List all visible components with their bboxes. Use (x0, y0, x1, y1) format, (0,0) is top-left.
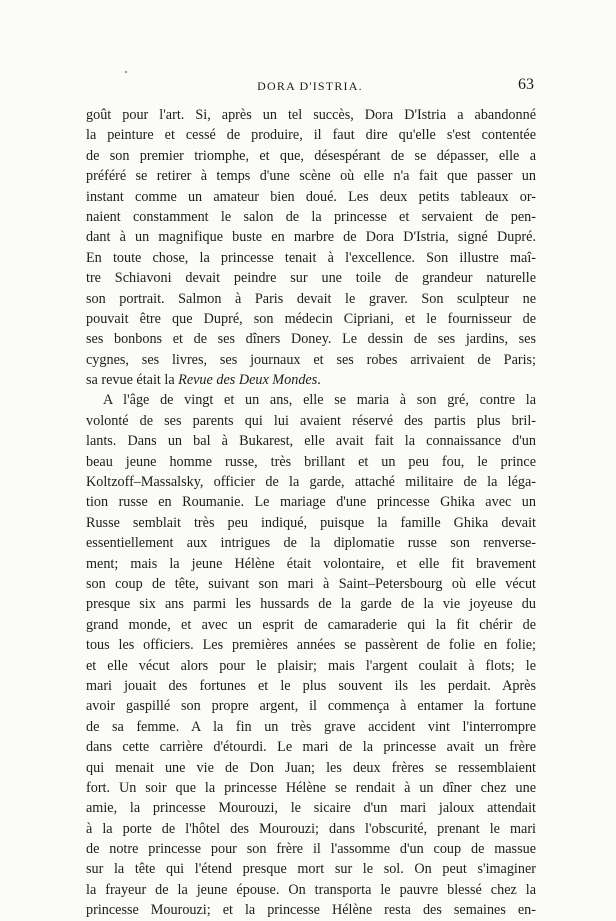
text-line: Koltzoff–Massalsky, officier de la garde, attaché militaire de la léga- (86, 474, 536, 491)
text-line: goût pour l'art. Si, après un tel succès, Dora D'Istria a abandonné (86, 107, 536, 123)
text-line: En toute chose, la princesse tenait à l'excellence. Son illustre maî- (86, 249, 536, 266)
text-line: sa revue était la Revue des Deux Mondes. (86, 372, 321, 389)
text-line: tion russe en Roumanie. Le mariage d'une princesse Ghika avec un (86, 494, 536, 511)
page-number: 63 (518, 76, 534, 93)
text-line: tre Schiavoni devait peindre sur une toile de grandeur naturelle (86, 270, 536, 287)
text-line: la peinture et cessé de produire, il faut dire qu'elle s'est contentée (86, 127, 536, 144)
text-line: avoir gaspillé son propre argent, il commença à entamer la fortune (86, 698, 536, 715)
paragraph (86, 390, 536, 920)
text-line: de notre princesse pour son frère il l'assomme d'un coup de massue (86, 841, 536, 858)
text-line: à la porte de l'hôtel des Mourouzi; dans l'obscurité, prenant le mari (86, 820, 536, 837)
text-line: princesse Mourouzi; et la princesse Hélène resta des semaines en- (86, 902, 536, 919)
text-line: préféré se retirer à temps d'une scène où elle n'a fait que passer un (86, 168, 536, 185)
text-line: grand monde, et avec un esprit de camaraderie qui la fit chérir de (86, 616, 536, 633)
text-line: naient constamment le salon de la princesse et servaient de pen- (86, 208, 536, 225)
running-title: DORA D'ISTRIA. (257, 79, 363, 93)
text-line: de son premier triomphe, et que, désespérant de se dépasser, elle a (86, 147, 536, 164)
text-line: cygnes, ses livres, ses journaux et ses robes arrivaient de Paris; (86, 351, 536, 368)
text-line: de sa femme. A la fin un très grave accident vint l'interrompre (86, 718, 536, 735)
text-line: mari jouait des fortunes et le plus souvent ils les perdait. Après (86, 677, 536, 694)
text-line: ment; mais la jeune Hélène était volontaire, et elle fit bravement (86, 555, 536, 572)
text-line: pouvait être que Dupré, son médecin Cipriani, et le fournisseur de (86, 310, 536, 327)
print-speck (125, 71, 127, 73)
text-line: A l'âge de vingt et un ans, elle se maria à son gré, contre la (103, 392, 536, 409)
page-header (86, 76, 534, 99)
text-line: qui menait une vie de Don Juan; les deux frères se ressemblaient (86, 759, 536, 776)
text-line: lants. Dans un bal à Bukarest, elle avait fait la connaissance d'un (86, 433, 536, 450)
text-line: ses bonbons et de ses dîners Doney. Le dessin de ses jardins, ses (86, 331, 536, 348)
paragraph (86, 105, 536, 390)
text-line: instant comme un amateur bien doué. Les deux petits tableaux or- (86, 188, 536, 205)
text-line: et elle vécut alors pour le plaisir; mais l'argent coulait à flots; le (86, 657, 536, 674)
text-line: dant à un magnifique buste en marbre de Dora D'Istria, signé Dupré. (86, 229, 536, 246)
body-text (86, 105, 536, 921)
text-line: tous les officiers. Les premières années se passèrent de folie en folie; (86, 637, 536, 654)
text-line: la frayeur de la jeune épouse. On transporta le pauvre blessé chez la (86, 881, 536, 898)
text-line: presque six ans parmi les hussards de la garde de la vie joyeuse du (86, 596, 536, 613)
text-line: essentiellement aux intrigues de la diplomatie russe son renverse- (86, 535, 536, 552)
text-line: son portrait. Salmon à Paris devait le graver. Son sculpteur ne (86, 290, 536, 307)
text-line: amie, la princesse Mourouzi, le sicaire d'un mari jaloux attendait (86, 800, 536, 817)
text-line: beau jeune homme russe, très brillant et un peu fou, le prince (86, 453, 536, 470)
text-line: Russe semblait très peu indiqué, puisque la famille Ghika devait (86, 514, 536, 531)
text-line: son coup de tête, suivant son mari à Saint–Petersbourg où elle vécut (86, 575, 536, 592)
text-line: sur la tête qui l'étend presque mort sur le sol. On peut s'imaginer (86, 861, 536, 878)
text-line: volonté de ses parents qui lui avaient réservé des partis plus bril- (86, 412, 536, 429)
journal-title: Revue des Deux Mondes (178, 372, 318, 389)
text-line: dans cette carrière d'étourdi. Le mari de la princesse avait un frère (86, 739, 536, 756)
text-line: fort. Un soir que la princesse Hélène se rendait à un dîner chez une (86, 779, 536, 796)
